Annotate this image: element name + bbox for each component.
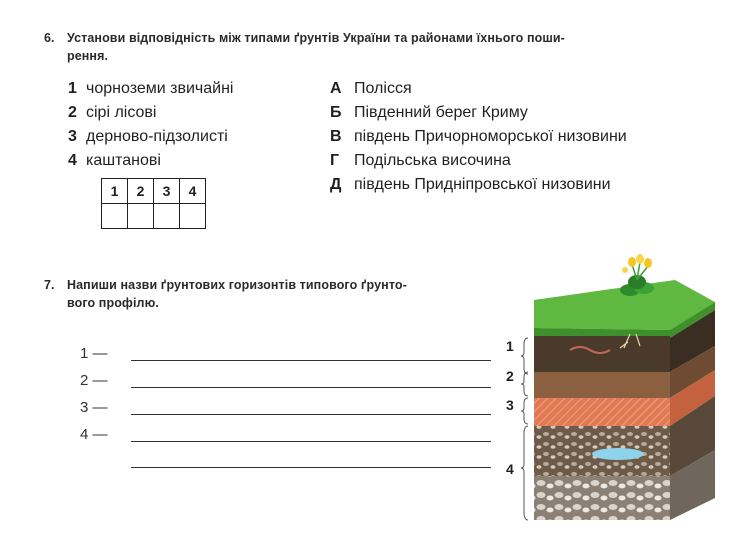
groundwater-lens xyxy=(592,448,644,460)
answer-header-cell: 1 xyxy=(102,179,128,204)
answer-header-cell: 2 xyxy=(128,179,154,204)
layer-label-3: 3 xyxy=(506,397,514,413)
region-item-a xyxy=(330,80,412,98)
answer-line-2[interactable] xyxy=(131,387,491,388)
bracket-4 xyxy=(521,426,528,520)
soil-item-number: 1 xyxy=(68,80,77,97)
answer-line-1[interactable] xyxy=(131,360,491,361)
region-item-v xyxy=(330,128,627,146)
region-item-label: Південний берег Криму xyxy=(354,104,528,121)
line-label-1: 1 — xyxy=(80,345,108,362)
answer-line-4[interactable] xyxy=(131,441,491,442)
region-item-label: Подільська височина xyxy=(354,152,511,169)
bracket-2 xyxy=(521,372,528,396)
region-item-letter: Б xyxy=(330,104,342,121)
soil-item-1 xyxy=(68,80,233,98)
answer-table-row xyxy=(102,204,206,229)
answer-line-5[interactable] xyxy=(131,467,491,468)
layer-4-bedrock xyxy=(534,476,670,520)
soil-item-3 xyxy=(68,128,228,146)
soil-profile-svg xyxy=(500,250,715,530)
answer-table-header xyxy=(102,179,206,204)
layer-label-4: 4 xyxy=(506,461,514,477)
region-item-h xyxy=(330,152,511,170)
region-item-label: південь Придніпровської низовини xyxy=(354,176,611,193)
answer-header-cell: 4 xyxy=(180,179,206,204)
answer-cell-2[interactable] xyxy=(128,204,154,229)
region-item-label: Полісся xyxy=(354,80,412,97)
line-label-2: 2 — xyxy=(80,372,108,389)
region-item-letter: Д xyxy=(330,176,342,193)
soil-item-4 xyxy=(68,152,161,170)
soil-item-number: 3 xyxy=(68,128,77,145)
q6-number: 6. xyxy=(44,31,55,45)
region-item-letter: В xyxy=(330,128,342,145)
answer-cell-1[interactable] xyxy=(102,204,128,229)
q7-text-line2: вого профілю. xyxy=(67,296,159,310)
soil-item-number: 2 xyxy=(68,104,77,121)
answer-table xyxy=(101,178,206,229)
soil-profile-illustration xyxy=(500,250,715,530)
line-label-4: 4 — xyxy=(80,426,108,443)
q6-text-line2: рення. xyxy=(67,49,109,63)
soil-item-label: каштанові xyxy=(86,152,161,169)
answer-line-3[interactable] xyxy=(131,414,491,415)
bracket-3 xyxy=(521,398,528,424)
region-item-d xyxy=(330,176,611,194)
layer-1-humus xyxy=(534,336,670,372)
flower-plant xyxy=(620,254,654,296)
answer-cell-4[interactable] xyxy=(180,204,206,229)
layer-label-2: 2 xyxy=(506,368,514,384)
layer-2 xyxy=(534,372,670,398)
soil-item-2 xyxy=(68,104,156,122)
q7-text-line1: Напиши назви ґрунтових горизонтів типового ґрунто- xyxy=(67,278,407,292)
soil-item-label: дерново-підзолисті xyxy=(86,128,228,145)
q6-text-line1: Установи відповідність між типами ґрунтів України та районами їхнього поши- xyxy=(67,31,565,45)
soil-item-number: 4 xyxy=(68,152,77,169)
layer-3 xyxy=(534,398,670,426)
layer-label-1: 1 xyxy=(506,338,514,354)
answer-header-cell: 3 xyxy=(154,179,180,204)
soil-item-label: сірі лісові xyxy=(86,104,157,121)
soil-item-label: чорноземи звичайні xyxy=(86,80,234,97)
q7-number: 7. xyxy=(44,278,55,292)
line-label-3: 3 — xyxy=(80,399,108,416)
region-item-letter: А xyxy=(330,80,342,97)
region-item-label: південь Причорноморської низовини xyxy=(354,128,627,145)
region-item-letter: Г xyxy=(330,152,340,169)
region-item-b xyxy=(330,104,528,122)
bracket-1 xyxy=(521,338,528,374)
answer-cell-3[interactable] xyxy=(154,204,180,229)
